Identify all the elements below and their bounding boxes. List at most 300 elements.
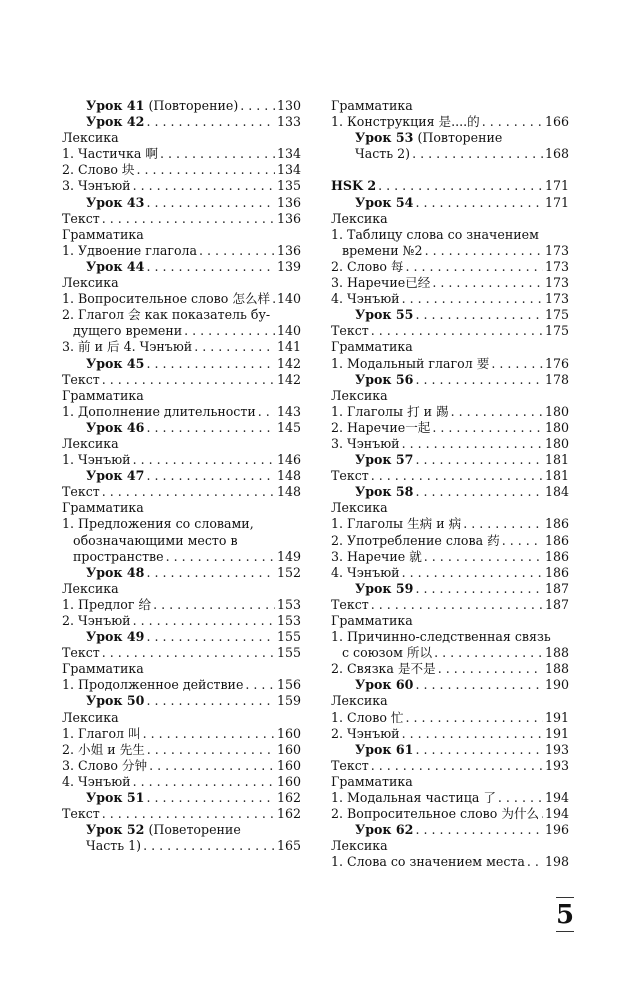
dot-leader <box>415 195 543 211</box>
toc-entry-label <box>73 549 164 565</box>
toc-entry-page: 173 <box>544 275 569 291</box>
toc-entry-page: 146 <box>276 452 301 468</box>
toc-entry-page: 130 <box>276 98 301 113</box>
toc-entry-page: 165 <box>276 838 301 854</box>
toc-entry-text: Текст <box>331 468 369 484</box>
toc-entry-text: Лексика <box>62 130 119 146</box>
dot-leader <box>406 259 543 275</box>
toc-entry <box>62 195 301 211</box>
toc-entry-label <box>331 404 449 420</box>
toc-entry-label <box>331 436 400 452</box>
toc-entry-lesson: Урок 61 <box>355 741 414 757</box>
dot-leader <box>463 516 543 532</box>
toc-entry <box>62 806 301 822</box>
toc-entry-page: 193 <box>544 741 569 757</box>
toc-entry <box>331 645 569 661</box>
dot-leader <box>425 243 543 259</box>
toc-entry-label <box>342 243 423 259</box>
toc-entry-label <box>62 243 197 259</box>
toc-entry <box>62 710 301 726</box>
toc-entry-page: 173 <box>544 242 569 258</box>
toc-entry-text: Грамматика <box>331 98 413 113</box>
toc-entry-label <box>86 629 144 645</box>
toc-entry-lesson: Урок 57 <box>355 452 414 468</box>
toc-entry-text: 1. Предлог 给 <box>62 596 152 612</box>
toc-entry-page: 160 <box>276 741 301 757</box>
dot-leader <box>166 549 275 565</box>
toc-entry-label <box>62 436 119 452</box>
toc-entry-label <box>331 597 369 613</box>
toc-entry <box>62 436 301 452</box>
toc-entry-page: 186 <box>544 532 569 548</box>
dot-leader <box>491 356 543 372</box>
toc-entry-page: 162 <box>276 806 301 822</box>
toc-entry-label <box>62 581 119 597</box>
toc-entry-page: 168 <box>544 146 569 162</box>
toc-entry-text: дущего времени <box>73 323 183 339</box>
toc-entry <box>331 806 569 822</box>
toc-entry-page: 171 <box>544 194 569 210</box>
toc-entry-page: 171 <box>544 178 569 194</box>
dot-leader <box>406 710 543 726</box>
toc-entry-text: с союзом 所以 <box>342 645 433 661</box>
toc-entry-text: Лексика <box>62 709 119 725</box>
margin-tick <box>556 897 574 898</box>
toc-entry-page: 160 <box>276 725 301 741</box>
toc-entry-page: 186 <box>544 564 569 580</box>
toc-entry-text: Лексика <box>331 693 388 709</box>
toc-entry-label <box>86 195 144 211</box>
toc-entry <box>331 436 569 452</box>
dot-leader <box>402 726 543 742</box>
toc-entry-label <box>62 758 147 774</box>
toc-entry-lesson: Урок 42 <box>86 114 145 130</box>
toc-entry-text: 1. Частичка 啊 <box>62 146 158 162</box>
toc-entry-label <box>331 227 539 243</box>
dot-leader <box>378 178 543 194</box>
toc-entry <box>62 774 301 790</box>
dot-leader <box>146 114 275 130</box>
toc-entry <box>62 114 301 130</box>
toc-entry <box>62 613 301 629</box>
toc-entry <box>331 307 569 323</box>
dot-leader <box>146 259 275 275</box>
toc-entry-text: 3. Слово 分钟 <box>62 757 148 773</box>
toc-entry-lesson: Урок 46 <box>86 419 145 435</box>
toc-entry-text: 3. 前 и 后 4. Чэнъюй <box>62 339 193 355</box>
dot-leader <box>146 356 275 372</box>
toc-entry <box>331 758 569 774</box>
toc-entry <box>62 726 301 742</box>
toc-entry-text: 3. Наречие已经 <box>331 275 431 291</box>
dot-leader <box>102 484 275 500</box>
toc-entry <box>331 742 569 758</box>
toc-entry-label <box>331 178 376 194</box>
dot-leader <box>146 790 275 806</box>
toc-entry <box>62 693 301 709</box>
toc-entry-label <box>355 822 413 838</box>
dot-leader <box>184 323 275 339</box>
toc-entry-page: 194 <box>544 790 569 806</box>
dot-leader <box>102 211 275 227</box>
toc-entry-text: Лексика <box>62 580 119 596</box>
toc-entry <box>62 146 301 162</box>
toc-entry-page: 181 <box>544 468 569 484</box>
toc-entry-page: 193 <box>544 757 569 773</box>
toc-entry-label <box>331 726 400 742</box>
toc-entry-text: 2. Вопросительное слово 为什么 <box>331 806 540 822</box>
toc-entry-page: 155 <box>276 645 301 661</box>
dot-leader <box>160 146 275 162</box>
toc-entry-label <box>86 420 144 436</box>
toc-entry-text: обозначающими место в <box>73 532 238 548</box>
toc-entry-label <box>62 404 256 420</box>
toc-entry <box>62 484 301 500</box>
toc-entry-page: 145 <box>276 419 301 435</box>
toc-entry <box>331 677 569 693</box>
toc-entry-label <box>331 388 388 404</box>
toc-entry-lesson: Урок 55 <box>355 307 414 323</box>
toc-entry-page: 142 <box>276 355 301 371</box>
toc-entry-text: Текст <box>331 757 369 773</box>
toc-entry <box>331 710 569 726</box>
toc-entry <box>62 162 301 178</box>
toc-entry-text: 2. Слово 块 <box>62 162 135 178</box>
toc-entry-lesson: Урок 49 <box>86 629 145 645</box>
toc-entry <box>331 356 569 372</box>
dot-leader <box>146 693 275 709</box>
dot-leader <box>482 114 543 130</box>
toc-entry-page: 180 <box>544 403 569 419</box>
page-number: 5 <box>556 900 575 930</box>
dot-leader <box>272 291 275 307</box>
dot-leader <box>415 742 543 758</box>
dot-leader <box>415 307 543 323</box>
toc-entry-label <box>331 661 436 677</box>
toc-entry <box>331 227 569 243</box>
dot-leader <box>143 726 275 742</box>
toc-entry-page: 140 <box>276 291 301 307</box>
toc-entry-text: 2. Наречие一起 <box>331 419 431 435</box>
toc-entry-label <box>86 838 141 854</box>
toc-entry-lesson: Урок 50 <box>86 693 145 709</box>
toc-entry-label <box>331 774 413 790</box>
toc-entry-text: (Поветорение <box>144 822 241 838</box>
toc-entry <box>331 211 569 227</box>
toc-entry-label <box>331 500 388 516</box>
toc-entry-text: Текст <box>62 484 100 500</box>
toc-entry-label <box>86 693 144 709</box>
dot-leader <box>258 404 275 420</box>
toc-entry <box>62 211 301 227</box>
toc-entry <box>331 533 569 549</box>
toc-entry-label <box>62 388 144 404</box>
toc-entry-text: 3. Чэнъюй <box>62 178 131 194</box>
toc-entry-text: 1. Удвоение глагола <box>62 242 198 258</box>
toc-entry-page: 142 <box>276 371 301 387</box>
toc-entry-text: Текст <box>62 806 100 822</box>
dot-leader <box>541 806 543 822</box>
toc-entry-label <box>331 98 413 114</box>
dot-leader <box>371 468 543 484</box>
dot-leader <box>438 661 543 677</box>
dot-leader <box>146 629 275 645</box>
toc-entry-page: 143 <box>276 403 301 419</box>
toc-entry-label <box>331 838 388 854</box>
dot-leader <box>133 613 275 629</box>
dot-leader <box>102 372 275 388</box>
toc-entry-label <box>73 323 182 339</box>
toc-entry-text: 1. Конструкция 是....的 <box>331 114 480 130</box>
toc-entry-label <box>331 516 461 532</box>
toc-right-column <box>331 98 569 871</box>
toc-entry-label <box>62 500 144 516</box>
toc-entry-label <box>331 629 551 645</box>
toc-entry-label <box>331 275 430 291</box>
toc-entry-page: 187 <box>544 596 569 612</box>
toc-entry-page: 162 <box>276 790 301 806</box>
dot-leader <box>146 420 275 436</box>
toc-entry <box>331 372 569 388</box>
toc-entry-text: (Повторение) <box>144 98 239 113</box>
toc-entry-text: 1. Причинно-следственная связь <box>331 629 551 645</box>
toc-entry-page: 153 <box>276 613 301 628</box>
toc-entry-label <box>331 710 404 726</box>
toc-entry <box>331 404 569 420</box>
toc-entry-text: Грамматика <box>331 613 413 628</box>
toc-entry <box>331 790 569 806</box>
toc-entry-page: 188 <box>544 645 569 661</box>
toc-entry-text: 1. Таблицу слова со значением <box>331 226 539 242</box>
toc-entry-page: 134 <box>276 162 301 178</box>
toc-entry-label <box>331 468 369 484</box>
toc-entry-label <box>62 162 135 178</box>
dot-leader <box>245 677 275 693</box>
toc-entry <box>331 323 569 339</box>
toc-entry <box>62 130 301 146</box>
toc-entry-page: 175 <box>544 307 569 323</box>
toc-entry <box>62 533 301 549</box>
toc-entry <box>331 854 569 870</box>
toc-entry <box>331 693 569 709</box>
dot-leader <box>432 275 543 291</box>
toc-entry <box>62 645 301 661</box>
toc-entry-label <box>62 484 100 500</box>
toc-entry-text: 1. Чэнъюй <box>62 452 131 468</box>
dot-leader <box>371 323 543 339</box>
toc-entry-label <box>355 484 413 500</box>
toc-entry-text: пространстве <box>73 548 164 564</box>
toc-entry <box>62 758 301 774</box>
toc-entry-page: 148 <box>276 468 301 484</box>
toc-entry <box>62 339 301 355</box>
toc-entry-lesson: Урок 59 <box>355 580 414 596</box>
toc-entry-label <box>62 597 151 613</box>
dot-leader <box>415 484 543 500</box>
toc-entry-text: времени №2 <box>342 242 423 258</box>
toc-entry-label <box>62 275 119 291</box>
dot-leader <box>133 774 275 790</box>
toc-entry-page: 152 <box>276 564 301 580</box>
toc-entry-page: 135 <box>276 178 301 194</box>
toc-entry-label <box>62 742 145 758</box>
toc-entry <box>62 742 301 758</box>
toc-entry-label <box>62 211 100 227</box>
toc-entry-label <box>86 790 144 806</box>
toc-entry-text: Лексика <box>331 387 388 403</box>
toc-entry-text: 3. Наречие 就 <box>331 548 422 564</box>
toc-entry-label <box>62 227 144 243</box>
dot-leader <box>149 758 275 774</box>
toc-entry <box>331 516 569 532</box>
toc-entry-label <box>331 420 430 436</box>
toc-left-column <box>62 98 301 854</box>
dot-leader <box>498 790 543 806</box>
dot-leader <box>415 372 543 388</box>
toc-entry-text: 2. Употребление слова 药 <box>331 532 500 548</box>
toc-entry-text: Грамматика <box>331 773 413 789</box>
dot-leader <box>402 436 543 452</box>
toc-entry-page: 181 <box>544 452 569 468</box>
toc-entry-label <box>342 645 432 661</box>
toc-entry-text: Текст <box>62 371 100 387</box>
toc-entry-label <box>331 565 400 581</box>
toc-entry-text: 1. Модальная частица 了 <box>331 790 496 806</box>
toc-entry-label <box>331 114 480 130</box>
toc-entry <box>62 98 301 114</box>
toc-entry-label <box>331 790 496 806</box>
toc-entry <box>62 388 301 404</box>
toc-entry <box>62 307 301 323</box>
toc-entry <box>331 629 569 645</box>
toc-entry-lesson: Урок 54 <box>355 194 414 210</box>
toc-entry-label <box>331 533 500 549</box>
toc-entry <box>62 420 301 436</box>
toc-entry-label <box>355 195 413 211</box>
toc-entry <box>331 275 569 291</box>
dot-leader <box>415 581 543 597</box>
toc-entry-page: 180 <box>544 435 569 451</box>
toc-entry <box>331 291 569 307</box>
dot-leader <box>502 533 543 549</box>
toc-entry <box>62 468 301 484</box>
dot-leader <box>133 178 275 194</box>
toc-entry-page: 140 <box>276 323 301 339</box>
toc-entry <box>331 339 569 355</box>
toc-entry <box>62 500 301 516</box>
toc-entry-page: 186 <box>544 516 569 532</box>
dot-leader <box>137 162 275 178</box>
toc-entry-page: 148 <box>276 484 301 500</box>
toc-entry <box>62 661 301 677</box>
toc-entry-lesson: Урок 41 <box>86 98 145 113</box>
toc-entry-text: Лексика <box>331 500 388 516</box>
toc-entry-label <box>62 452 131 468</box>
toc-entry-text: Текст <box>62 210 100 226</box>
toc-entry-label <box>62 806 100 822</box>
toc-entry-page: 175 <box>544 323 569 339</box>
toc-entry-lesson: Урок 62 <box>355 822 414 838</box>
toc-entry-lesson: Урок 45 <box>86 355 145 371</box>
toc-entry-text: 4. Чэнъюй <box>331 564 400 580</box>
toc-entry-label <box>331 356 489 372</box>
toc-entry-text: 2. 小姐 и 先生 <box>62 741 145 757</box>
toc-entry-text: 1. Слово 忙 <box>331 709 404 725</box>
toc-entry-text: 1. Продолженное действие <box>62 677 244 693</box>
toc-entry-page: 159 <box>276 693 301 709</box>
toc-entry-label <box>86 114 144 130</box>
dot-leader <box>402 291 543 307</box>
toc-entry <box>331 468 569 484</box>
dot-leader <box>415 452 543 468</box>
toc-entry-label <box>331 854 525 870</box>
dot-leader <box>371 758 543 774</box>
toc-entry-text: Текст <box>331 596 369 612</box>
toc-entry-label <box>62 130 119 146</box>
dot-leader <box>240 98 275 114</box>
toc-entry <box>331 500 569 516</box>
toc-entry-label <box>331 291 400 307</box>
toc-entry-text: 1. Глаголы 生病 и 病 <box>331 516 462 532</box>
toc-entry-text: Грамматика <box>62 226 144 242</box>
dot-leader <box>432 420 543 436</box>
toc-entry-page: 191 <box>544 725 569 741</box>
toc-entry-text: Часть 1) <box>86 838 142 854</box>
dot-leader <box>102 645 275 661</box>
toc-entry-label <box>62 613 131 629</box>
toc-entry <box>331 162 569 178</box>
toc-entry-text: 1. Вопросительное слово 怎么样 <box>62 291 271 307</box>
toc-entry-page: 187 <box>544 580 569 596</box>
toc-entry-label <box>62 726 141 742</box>
toc-entry-page: 186 <box>544 548 569 564</box>
toc-entry <box>331 146 569 162</box>
toc-entry-label <box>86 259 144 275</box>
toc-entry-lesson: Урок 60 <box>355 677 414 693</box>
toc-entry-label <box>355 372 413 388</box>
toc-entry <box>331 114 569 130</box>
toc-entry-page: 141 <box>276 339 301 355</box>
toc-entry-page: 149 <box>276 548 301 564</box>
toc-entry-lesson: Урок 56 <box>355 371 414 387</box>
toc-entry-label <box>331 211 388 227</box>
toc-entry-label <box>73 533 238 549</box>
toc-entry-text: Грамматика <box>62 387 144 403</box>
toc-entry-label <box>355 146 410 162</box>
toc-entry-text: Текст <box>62 645 100 661</box>
toc-entry <box>331 420 569 436</box>
toc-entry <box>62 227 301 243</box>
toc-entry-lesson: Урок 48 <box>86 564 145 580</box>
toc-entry-page: 166 <box>544 114 569 130</box>
toc-entry-page: 160 <box>276 757 301 773</box>
toc-entry-label <box>62 372 100 388</box>
toc-entry <box>331 484 569 500</box>
toc-entry-page: 134 <box>276 146 301 162</box>
dot-leader <box>147 742 275 758</box>
toc-entry-label <box>331 613 413 629</box>
toc-entry <box>62 838 301 854</box>
toc-entry-lesson: Урок 53 <box>355 130 414 146</box>
toc-entry <box>62 356 301 372</box>
toc-entry-text: Текст <box>331 323 369 339</box>
toc-entry-label <box>86 468 144 484</box>
dot-leader <box>527 854 543 870</box>
toc-entry-text: 2. Чэнъюй <box>331 725 400 741</box>
toc-entry <box>62 677 301 693</box>
toc-entry-page: 188 <box>544 661 569 677</box>
toc-entry <box>331 581 569 597</box>
